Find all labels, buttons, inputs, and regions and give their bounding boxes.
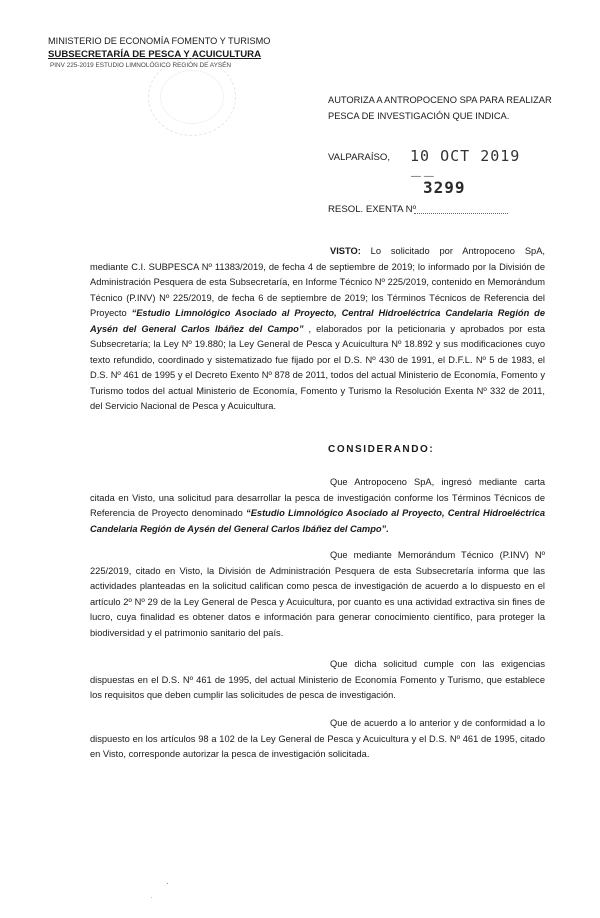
considerando-paragraph-4: Que de acuerdo a lo anterior y de conformidad a lo dispuesto en los artículos 98 a 102 de la Ley General de Pesca y Acuicultura y el D.S. Nº 461 de 1995, citado en Visto, corresponde autorizar la pesca de investigación solicitada.	[90, 718, 545, 759]
resolution-number: 3299	[423, 178, 466, 197]
visto-project-name: “Estudio Limnológico Asociado al Proyecto, Central Hidroeléctrica Candelaria Región de Aysén del General Carlos Ibáñez del Campo”	[90, 308, 545, 334]
ministry-name: MINISTERIO DE ECONOMÍA FOMENTO Y TURISMO	[48, 36, 271, 46]
considerando-p1-project: “Estudio Limnológico Asociado al Proyecto, Central Hidroeléctrica Candelaria Región de Aysén del General Carlos Ibáñez del Campo”.	[90, 508, 546, 534]
considerando-paragraph-3: Que dicha solicitud cumple con las exigencias dispuestas en el D.S. Nº 461 de 1995, del actual Ministerio de Economía Fomento y Turismo, que establece los requisitos que deben cumplir las solicitudes de pesca de investigación.	[90, 659, 545, 700]
considerando-heading: CONSIDERANDO:	[328, 444, 435, 455]
subsecretaria-name: SUBSECRETARÍA DE PESCA Y ACUICULTURA	[48, 49, 262, 60]
resolution-subject: AUTORIZA A ANTROPOCENO SPA PARA REALIZAR PESCA DE INVESTIGACIÓN QUE INDICA.	[328, 95, 552, 121]
considerando-paragraph-1	[90, 475, 545, 537]
visto-text-b: , elaborados por la peticionaria y aprobados por esta Subsecretaría; la Ley Nº 19.880; la Ley General de Pesca y Acuicultura Nº 18.892 y sus modificaciones cuyo texto refundido, coordinado y sistematizado fue fijado por el D.S. Nº 430 de 1991, el D.F.L. Nº 5 de 1983, el D.S. Nº 461 de 1995 y el Decreto Exento Nº 878 de 2011, todos del actual Ministerio de Economía, Fomento y Turismo todos del actual Ministerio de Economía, Fomento y Turismo la Resolución Exenta Nº 332 de 2011, del Servicio Nacional de Pesca y Acuicultura.	[90, 323, 545, 411]
place: VALPARAÍSO,	[328, 152, 391, 163]
considerando-p1-text: Que Antropoceno SpA, ingresó mediante carta citada en Visto, una solicitud para desarrollar la pesca de investigación conforme los Términos Técnicos de Referencia de Proyecto denominado	[90, 477, 545, 518]
faded-stamp-inner	[160, 70, 224, 124]
visto-text-a: Lo solicitado por Antropoceno SpA, mediante C.I. SUBPESCA Nº 11383/2019, de fecha 4 de septiembre de 2019; lo informado por la División de Administración Pesquera de esta Subsecretaría, en Informe Técnico Nº 225/2019, contenido en Memorándum Técnico (P.INV) Nº 225/2019, de fecha 6 de septiembre de 2019; los Términos Técnicos de Referencia del Proyecto	[90, 246, 545, 318]
considerando-paragraph-2: Que mediante Memorándum Técnico (P.INV) Nº 225/2019, citado en Visto, la División de Administración Pesquera de esta Subsecretaría informa que las actividades planteadas en la solicitud califican como pesca de investigación de acuerdo a lo dispuesto en el artículo 2º Nº 29 de la Ley General de Pesca y Acuicultura, por cuanto es una actividad extractiva sin fines de lucro, cuya finalidad es obtener datos e información para generar conocimiento científico, para proteger la biodiversidad y el patrimonio sanitario del país.	[90, 550, 545, 638]
document-reference: PINV 225-2019 ESTUDIO LIMNOLÓGICO REGIÓN DE AYSÉN	[50, 62, 232, 69]
resolution-label: RESOL. EXENTA Nº	[328, 204, 417, 215]
resolution-underline	[414, 213, 508, 214]
scan-mark: .	[166, 876, 169, 887]
date-stamp: 10 OCT 2019	[410, 147, 521, 165]
visto-paragraph	[90, 244, 545, 415]
visto-label: VISTO:	[330, 246, 361, 256]
date-dash: — —	[411, 171, 434, 182]
scan-mark-2: ·	[150, 893, 153, 902]
